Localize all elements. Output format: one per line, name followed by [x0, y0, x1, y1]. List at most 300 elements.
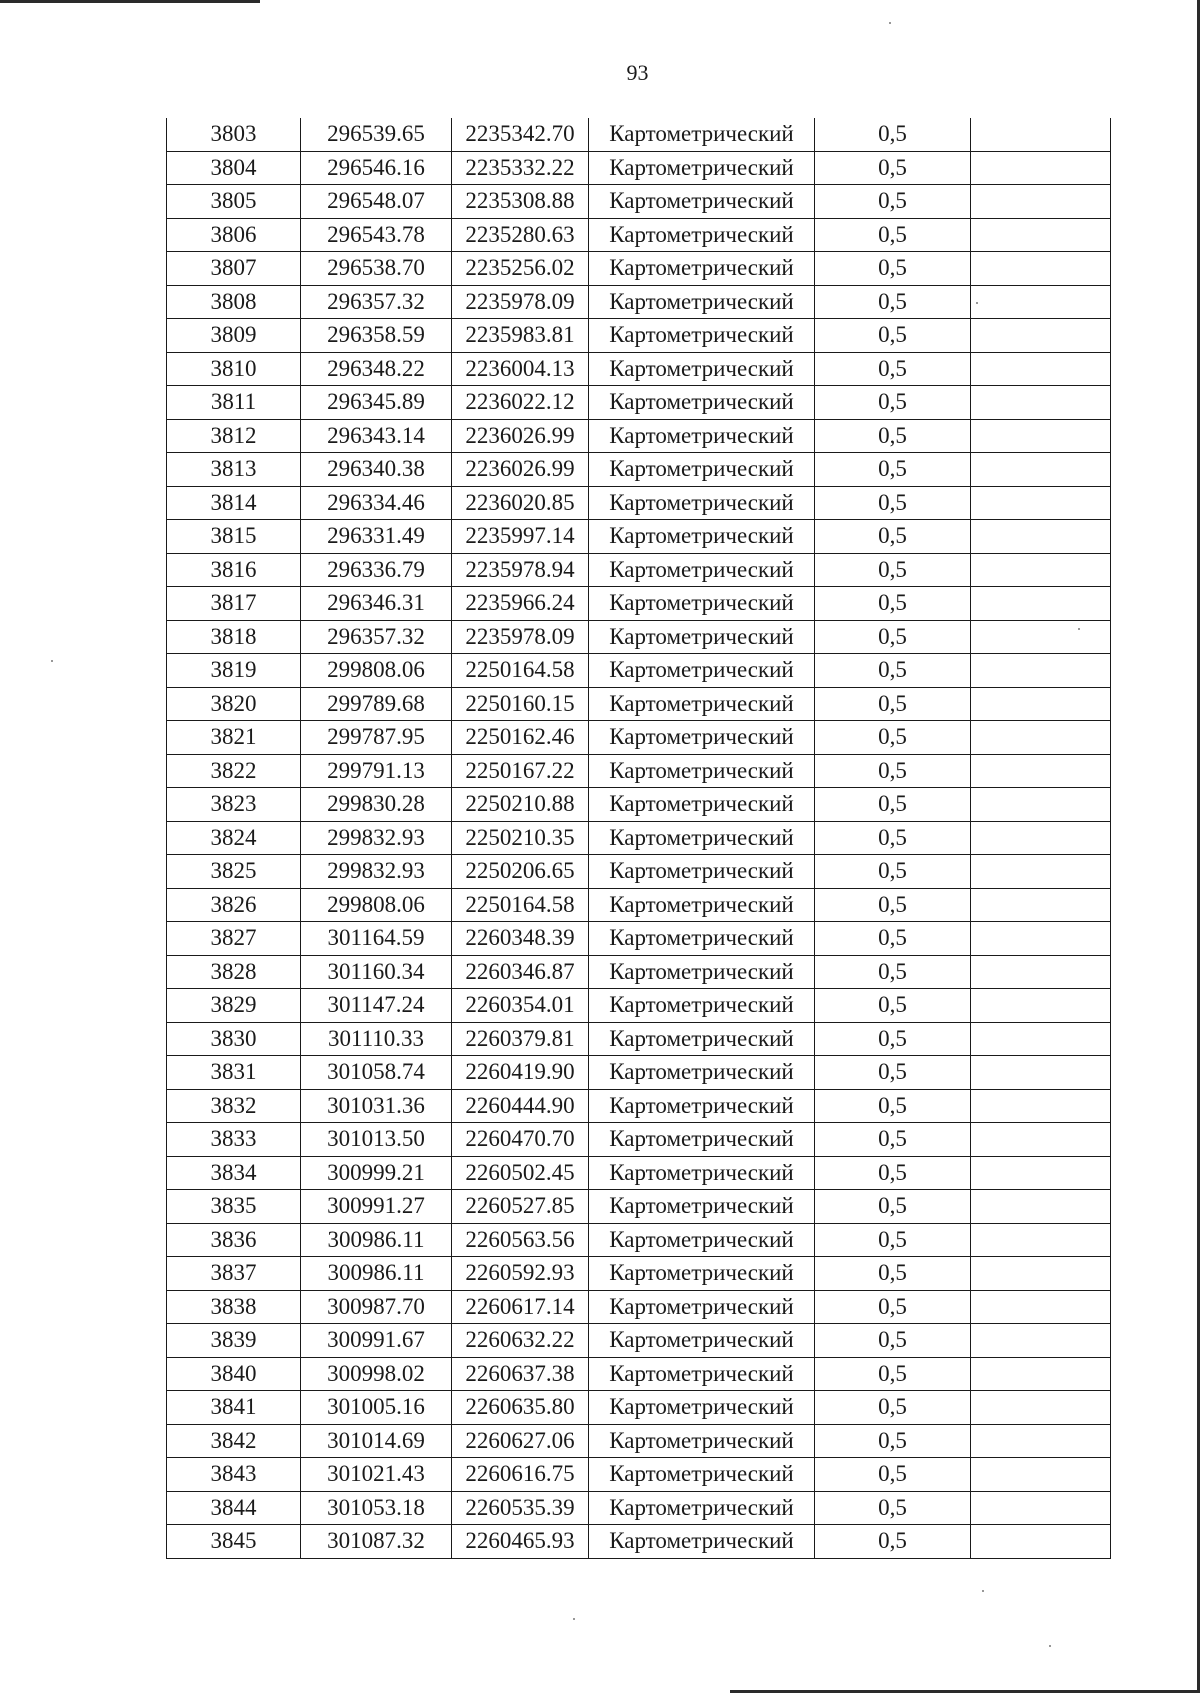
note-cell — [971, 1290, 1111, 1324]
accuracy-cell: 0,5 — [815, 1424, 971, 1458]
x-coordinate-cell: 300987.70 — [301, 1290, 452, 1324]
table-row — [167, 821, 1111, 855]
accuracy-cell: 0,5 — [815, 453, 971, 487]
note-cell — [971, 1022, 1111, 1056]
note-cell — [971, 419, 1111, 453]
accuracy-cell: 0,5 — [815, 252, 971, 286]
scan-speck — [573, 1618, 575, 1620]
y-coordinate-cell: 2235983.81 — [452, 319, 589, 353]
method-cell: Картометрический — [589, 520, 815, 554]
point-number-cell: 3838 — [167, 1290, 301, 1324]
accuracy-cell: 0,5 — [815, 1324, 971, 1358]
x-coordinate-cell: 296546.16 — [301, 151, 452, 185]
table-row — [167, 654, 1111, 688]
note-cell — [971, 788, 1111, 822]
table-row — [167, 453, 1111, 487]
method-cell: Картометрический — [589, 553, 815, 587]
table-row — [167, 118, 1111, 151]
note-cell — [971, 821, 1111, 855]
accuracy-cell: 0,5 — [815, 319, 971, 353]
x-coordinate-cell: 296543.78 — [301, 218, 452, 252]
accuracy-cell: 0,5 — [815, 955, 971, 989]
method-cell: Картометрический — [589, 1022, 815, 1056]
table-row — [167, 922, 1111, 956]
point-number-cell: 3829 — [167, 989, 301, 1023]
method-cell: Картометрический — [589, 352, 815, 386]
note-cell — [971, 520, 1111, 554]
method-cell: Картометрический — [589, 587, 815, 621]
method-cell: Картометрический — [589, 955, 815, 989]
y-coordinate-cell: 2236026.99 — [452, 453, 589, 487]
method-cell: Картометрический — [589, 754, 815, 788]
x-coordinate-cell: 301021.43 — [301, 1458, 452, 1492]
note-cell — [971, 1156, 1111, 1190]
method-cell: Картометрический — [589, 989, 815, 1023]
point-number-cell: 3825 — [167, 855, 301, 889]
method-cell: Картометрический — [589, 821, 815, 855]
method-cell: Картометрический — [589, 1391, 815, 1425]
y-coordinate-cell: 2260592.93 — [452, 1257, 589, 1291]
table-row — [167, 620, 1111, 654]
table-row — [167, 252, 1111, 286]
page-number: 93 — [626, 60, 649, 85]
note-cell — [971, 922, 1111, 956]
method-cell: Картометрический — [589, 151, 815, 185]
note-cell — [971, 118, 1111, 151]
accuracy-cell: 0,5 — [815, 151, 971, 185]
x-coordinate-cell: 296336.79 — [301, 553, 452, 587]
accuracy-cell: 0,5 — [815, 1022, 971, 1056]
accuracy-cell: 0,5 — [815, 352, 971, 386]
x-coordinate-cell: 296334.46 — [301, 486, 452, 520]
x-coordinate-cell: 299808.06 — [301, 654, 452, 688]
y-coordinate-cell: 2236020.85 — [452, 486, 589, 520]
coordinates-table — [166, 118, 1111, 1559]
note-cell — [971, 1458, 1111, 1492]
note-cell — [971, 1357, 1111, 1391]
x-coordinate-cell: 300991.67 — [301, 1324, 452, 1358]
table-row — [167, 1156, 1111, 1190]
method-cell: Картометрический — [589, 1357, 815, 1391]
accuracy-cell: 0,5 — [815, 1123, 971, 1157]
point-number-cell: 3845 — [167, 1525, 301, 1559]
y-coordinate-cell: 2250210.88 — [452, 788, 589, 822]
table-row — [167, 888, 1111, 922]
point-number-cell: 3813 — [167, 453, 301, 487]
point-number-cell: 3803 — [167, 118, 301, 151]
note-cell — [971, 486, 1111, 520]
accuracy-cell: 0,5 — [815, 520, 971, 554]
x-coordinate-cell: 301031.36 — [301, 1089, 452, 1123]
point-number-cell: 3844 — [167, 1491, 301, 1525]
method-cell: Картометрический — [589, 1324, 815, 1358]
note-cell — [971, 754, 1111, 788]
accuracy-cell: 0,5 — [815, 1056, 971, 1090]
x-coordinate-cell: 301053.18 — [301, 1491, 452, 1525]
x-coordinate-cell: 301160.34 — [301, 955, 452, 989]
accuracy-cell: 0,5 — [815, 218, 971, 252]
y-coordinate-cell: 2250206.65 — [452, 855, 589, 889]
note-cell — [971, 1089, 1111, 1123]
point-number-cell: 3818 — [167, 620, 301, 654]
scan-speck — [1049, 1645, 1051, 1647]
table-row — [167, 955, 1111, 989]
table-row — [167, 319, 1111, 353]
method-cell: Картометрический — [589, 654, 815, 688]
scan-speck — [982, 1590, 984, 1592]
accuracy-cell: 0,5 — [815, 285, 971, 319]
point-number-cell: 3810 — [167, 352, 301, 386]
point-number-cell: 3840 — [167, 1357, 301, 1391]
table-row — [167, 352, 1111, 386]
point-number-cell: 3823 — [167, 788, 301, 822]
accuracy-cell: 0,5 — [815, 721, 971, 755]
accuracy-cell: 0,5 — [815, 1391, 971, 1425]
table-row — [167, 419, 1111, 453]
y-coordinate-cell: 2260502.45 — [452, 1156, 589, 1190]
x-coordinate-cell: 299787.95 — [301, 721, 452, 755]
accuracy-cell: 0,5 — [815, 1156, 971, 1190]
x-coordinate-cell: 300986.11 — [301, 1223, 452, 1257]
point-number-cell: 3822 — [167, 754, 301, 788]
method-cell: Картометрический — [589, 1491, 815, 1525]
point-number-cell: 3807 — [167, 252, 301, 286]
x-coordinate-cell: 301147.24 — [301, 989, 452, 1023]
accuracy-cell: 0,5 — [815, 821, 971, 855]
point-number-cell: 3815 — [167, 520, 301, 554]
point-number-cell: 3811 — [167, 386, 301, 420]
table-row — [167, 1491, 1111, 1525]
point-number-cell: 3814 — [167, 486, 301, 520]
accuracy-cell: 0,5 — [815, 1458, 971, 1492]
note-cell — [971, 1190, 1111, 1224]
y-coordinate-cell: 2260535.39 — [452, 1491, 589, 1525]
table-row — [167, 989, 1111, 1023]
note-cell — [971, 453, 1111, 487]
accuracy-cell: 0,5 — [815, 1290, 971, 1324]
note-cell — [971, 1491, 1111, 1525]
accuracy-cell: 0,5 — [815, 1223, 971, 1257]
point-number-cell: 3837 — [167, 1257, 301, 1291]
point-number-cell: 3835 — [167, 1190, 301, 1224]
accuracy-cell: 0,5 — [815, 419, 971, 453]
table-row — [167, 1190, 1111, 1224]
method-cell: Картометрический — [589, 922, 815, 956]
method-cell: Картометрический — [589, 888, 815, 922]
note-cell — [971, 386, 1111, 420]
note-cell — [971, 218, 1111, 252]
x-coordinate-cell: 296346.31 — [301, 587, 452, 621]
note-cell — [971, 252, 1111, 286]
method-cell: Картометрический — [589, 218, 815, 252]
note-cell — [971, 888, 1111, 922]
y-coordinate-cell: 2260348.39 — [452, 922, 589, 956]
method-cell: Картометрический — [589, 620, 815, 654]
method-cell: Картометрический — [589, 419, 815, 453]
method-cell: Картометрический — [589, 1223, 815, 1257]
accuracy-cell: 0,5 — [815, 888, 971, 922]
note-cell — [971, 620, 1111, 654]
y-coordinate-cell: 2260419.90 — [452, 1056, 589, 1090]
scan-edge-top — [0, 0, 260, 3]
accuracy-cell: 0,5 — [815, 1525, 971, 1559]
note-cell — [971, 989, 1111, 1023]
accuracy-cell: 0,5 — [815, 1089, 971, 1123]
method-cell: Картометрический — [589, 1089, 815, 1123]
method-cell: Картометрический — [589, 486, 815, 520]
point-number-cell: 3828 — [167, 955, 301, 989]
point-number-cell: 3826 — [167, 888, 301, 922]
table-row — [167, 1391, 1111, 1425]
note-cell — [971, 1056, 1111, 1090]
coordinates-table-body — [167, 118, 1111, 1558]
point-number-cell: 3833 — [167, 1123, 301, 1157]
y-coordinate-cell: 2260637.38 — [452, 1357, 589, 1391]
point-number-cell: 3821 — [167, 721, 301, 755]
x-coordinate-cell: 296348.22 — [301, 352, 452, 386]
note-cell — [971, 587, 1111, 621]
y-coordinate-cell: 2236004.13 — [452, 352, 589, 386]
accuracy-cell: 0,5 — [815, 185, 971, 219]
table-row — [167, 1056, 1111, 1090]
y-coordinate-cell: 2236026.99 — [452, 419, 589, 453]
y-coordinate-cell: 2235308.88 — [452, 185, 589, 219]
method-cell: Картометрический — [589, 1257, 815, 1291]
point-number-cell: 3843 — [167, 1458, 301, 1492]
method-cell: Картометрический — [589, 687, 815, 721]
note-cell — [971, 955, 1111, 989]
table-row — [167, 1022, 1111, 1056]
accuracy-cell: 0,5 — [815, 654, 971, 688]
accuracy-cell: 0,5 — [815, 1357, 971, 1391]
method-cell: Картометрический — [589, 1123, 815, 1157]
point-number-cell: 3827 — [167, 922, 301, 956]
table-row — [167, 1525, 1111, 1559]
point-number-cell: 3805 — [167, 185, 301, 219]
y-coordinate-cell: 2260444.90 — [452, 1089, 589, 1123]
x-coordinate-cell: 300986.11 — [301, 1257, 452, 1291]
table-row — [167, 1223, 1111, 1257]
x-coordinate-cell: 300991.27 — [301, 1190, 452, 1224]
point-number-cell: 3836 — [167, 1223, 301, 1257]
table-row — [167, 1123, 1111, 1157]
accuracy-cell: 0,5 — [815, 553, 971, 587]
y-coordinate-cell: 2260563.56 — [452, 1223, 589, 1257]
note-cell — [971, 1324, 1111, 1358]
x-coordinate-cell: 300999.21 — [301, 1156, 452, 1190]
point-number-cell: 3841 — [167, 1391, 301, 1425]
x-coordinate-cell: 299789.68 — [301, 687, 452, 721]
table-row — [167, 687, 1111, 721]
table-row — [167, 1290, 1111, 1324]
point-number-cell: 3809 — [167, 319, 301, 353]
method-cell: Картометрический — [589, 252, 815, 286]
note-cell — [971, 1257, 1111, 1291]
x-coordinate-cell: 300998.02 — [301, 1357, 452, 1391]
point-number-cell: 3834 — [167, 1156, 301, 1190]
x-coordinate-cell: 296343.14 — [301, 419, 452, 453]
method-cell: Картометрический — [589, 788, 815, 822]
accuracy-cell: 0,5 — [815, 687, 971, 721]
method-cell: Картометрический — [589, 1190, 815, 1224]
y-coordinate-cell: 2260354.01 — [452, 989, 589, 1023]
y-coordinate-cell: 2260470.70 — [452, 1123, 589, 1157]
note-cell — [971, 319, 1111, 353]
note-cell — [971, 185, 1111, 219]
method-cell: Картометрический — [589, 185, 815, 219]
accuracy-cell: 0,5 — [815, 788, 971, 822]
point-number-cell: 3808 — [167, 285, 301, 319]
accuracy-cell: 0,5 — [815, 989, 971, 1023]
x-coordinate-cell: 296340.38 — [301, 453, 452, 487]
method-cell: Картометрический — [589, 319, 815, 353]
x-coordinate-cell: 296548.07 — [301, 185, 452, 219]
accuracy-cell: 0,5 — [815, 386, 971, 420]
method-cell: Картометрический — [589, 1056, 815, 1090]
table-row — [167, 788, 1111, 822]
table-row — [167, 587, 1111, 621]
x-coordinate-cell: 296538.70 — [301, 252, 452, 286]
note-cell — [971, 1123, 1111, 1157]
method-cell: Картометрический — [589, 1156, 815, 1190]
table-row — [167, 1324, 1111, 1358]
method-cell: Картометрический — [589, 285, 815, 319]
table-row — [167, 520, 1111, 554]
x-coordinate-cell: 296331.49 — [301, 520, 452, 554]
x-coordinate-cell: 301014.69 — [301, 1424, 452, 1458]
table-row — [167, 285, 1111, 319]
method-cell: Картометрический — [589, 1290, 815, 1324]
x-coordinate-cell: 296539.65 — [301, 118, 452, 151]
y-coordinate-cell: 2235966.24 — [452, 587, 589, 621]
x-coordinate-cell: 299832.93 — [301, 821, 452, 855]
x-coordinate-cell: 299832.93 — [301, 855, 452, 889]
y-coordinate-cell: 2260527.85 — [452, 1190, 589, 1224]
x-coordinate-cell: 301058.74 — [301, 1056, 452, 1090]
table-row — [167, 1357, 1111, 1391]
method-cell: Картометрический — [589, 721, 815, 755]
accuracy-cell: 0,5 — [815, 754, 971, 788]
x-coordinate-cell: 301087.32 — [301, 1525, 452, 1559]
method-cell: Картометрический — [589, 386, 815, 420]
y-coordinate-cell: 2250164.58 — [452, 888, 589, 922]
y-coordinate-cell: 2260616.75 — [452, 1458, 589, 1492]
y-coordinate-cell: 2260465.93 — [452, 1525, 589, 1559]
note-cell — [971, 1391, 1111, 1425]
table-row — [167, 721, 1111, 755]
note-cell — [971, 855, 1111, 889]
y-coordinate-cell: 2250167.22 — [452, 754, 589, 788]
y-coordinate-cell: 2260617.14 — [452, 1290, 589, 1324]
table-row — [167, 855, 1111, 889]
accuracy-cell: 0,5 — [815, 1190, 971, 1224]
point-number-cell: 3831 — [167, 1056, 301, 1090]
accuracy-cell: 0,5 — [815, 922, 971, 956]
accuracy-cell: 0,5 — [815, 486, 971, 520]
y-coordinate-cell: 2235280.63 — [452, 218, 589, 252]
note-cell — [971, 352, 1111, 386]
method-cell: Картометрический — [589, 1525, 815, 1559]
point-number-cell: 3804 — [167, 151, 301, 185]
point-number-cell: 3824 — [167, 821, 301, 855]
x-coordinate-cell: 299808.06 — [301, 888, 452, 922]
table-row — [167, 151, 1111, 185]
accuracy-cell: 0,5 — [815, 855, 971, 889]
accuracy-cell: 0,5 — [815, 118, 971, 151]
y-coordinate-cell: 2250210.35 — [452, 821, 589, 855]
y-coordinate-cell: 2250160.15 — [452, 687, 589, 721]
y-coordinate-cell: 2235332.22 — [452, 151, 589, 185]
method-cell: Картометрический — [589, 1458, 815, 1492]
note-cell — [971, 151, 1111, 185]
point-number-cell: 3842 — [167, 1424, 301, 1458]
y-coordinate-cell: 2250162.46 — [452, 721, 589, 755]
point-number-cell: 3817 — [167, 587, 301, 621]
accuracy-cell: 0,5 — [815, 1491, 971, 1525]
point-number-cell: 3839 — [167, 1324, 301, 1358]
note-cell — [971, 654, 1111, 688]
x-coordinate-cell: 301164.59 — [301, 922, 452, 956]
note-cell — [971, 1525, 1111, 1559]
y-coordinate-cell: 2235342.70 — [452, 118, 589, 151]
table-row — [167, 218, 1111, 252]
accuracy-cell: 0,5 — [815, 1257, 971, 1291]
y-coordinate-cell: 2260346.87 — [452, 955, 589, 989]
table-row — [167, 185, 1111, 219]
accuracy-cell: 0,5 — [815, 620, 971, 654]
point-number-cell: 3819 — [167, 654, 301, 688]
point-number-cell: 3816 — [167, 553, 301, 587]
method-cell: Картометрический — [589, 1424, 815, 1458]
y-coordinate-cell: 2235978.09 — [452, 285, 589, 319]
y-coordinate-cell: 2260627.06 — [452, 1424, 589, 1458]
point-number-cell: 3832 — [167, 1089, 301, 1123]
y-coordinate-cell: 2250164.58 — [452, 654, 589, 688]
x-coordinate-cell: 301013.50 — [301, 1123, 452, 1157]
y-coordinate-cell: 2236022.12 — [452, 386, 589, 420]
note-cell — [971, 687, 1111, 721]
table-row — [167, 486, 1111, 520]
scan-speck — [889, 22, 891, 24]
x-coordinate-cell: 299791.13 — [301, 754, 452, 788]
table-row — [167, 1257, 1111, 1291]
x-coordinate-cell: 296345.89 — [301, 386, 452, 420]
point-number-cell: 3812 — [167, 419, 301, 453]
note-cell — [971, 721, 1111, 755]
note-cell — [971, 1424, 1111, 1458]
x-coordinate-cell: 296358.59 — [301, 319, 452, 353]
method-cell: Картометрический — [589, 453, 815, 487]
scan-speck — [51, 660, 53, 662]
table-row — [167, 1458, 1111, 1492]
method-cell: Картометрический — [589, 855, 815, 889]
table-row — [167, 1424, 1111, 1458]
x-coordinate-cell: 301005.16 — [301, 1391, 452, 1425]
point-number-cell: 3830 — [167, 1022, 301, 1056]
x-coordinate-cell: 299830.28 — [301, 788, 452, 822]
accuracy-cell: 0,5 — [815, 587, 971, 621]
table-row — [167, 386, 1111, 420]
y-coordinate-cell: 2235997.14 — [452, 520, 589, 554]
table-row — [167, 754, 1111, 788]
y-coordinate-cell: 2260379.81 — [452, 1022, 589, 1056]
y-coordinate-cell: 2235978.09 — [452, 620, 589, 654]
table-row — [167, 1089, 1111, 1123]
note-cell — [971, 553, 1111, 587]
method-cell: Картометрический — [589, 118, 815, 151]
note-cell — [971, 1223, 1111, 1257]
note-cell — [971, 285, 1111, 319]
